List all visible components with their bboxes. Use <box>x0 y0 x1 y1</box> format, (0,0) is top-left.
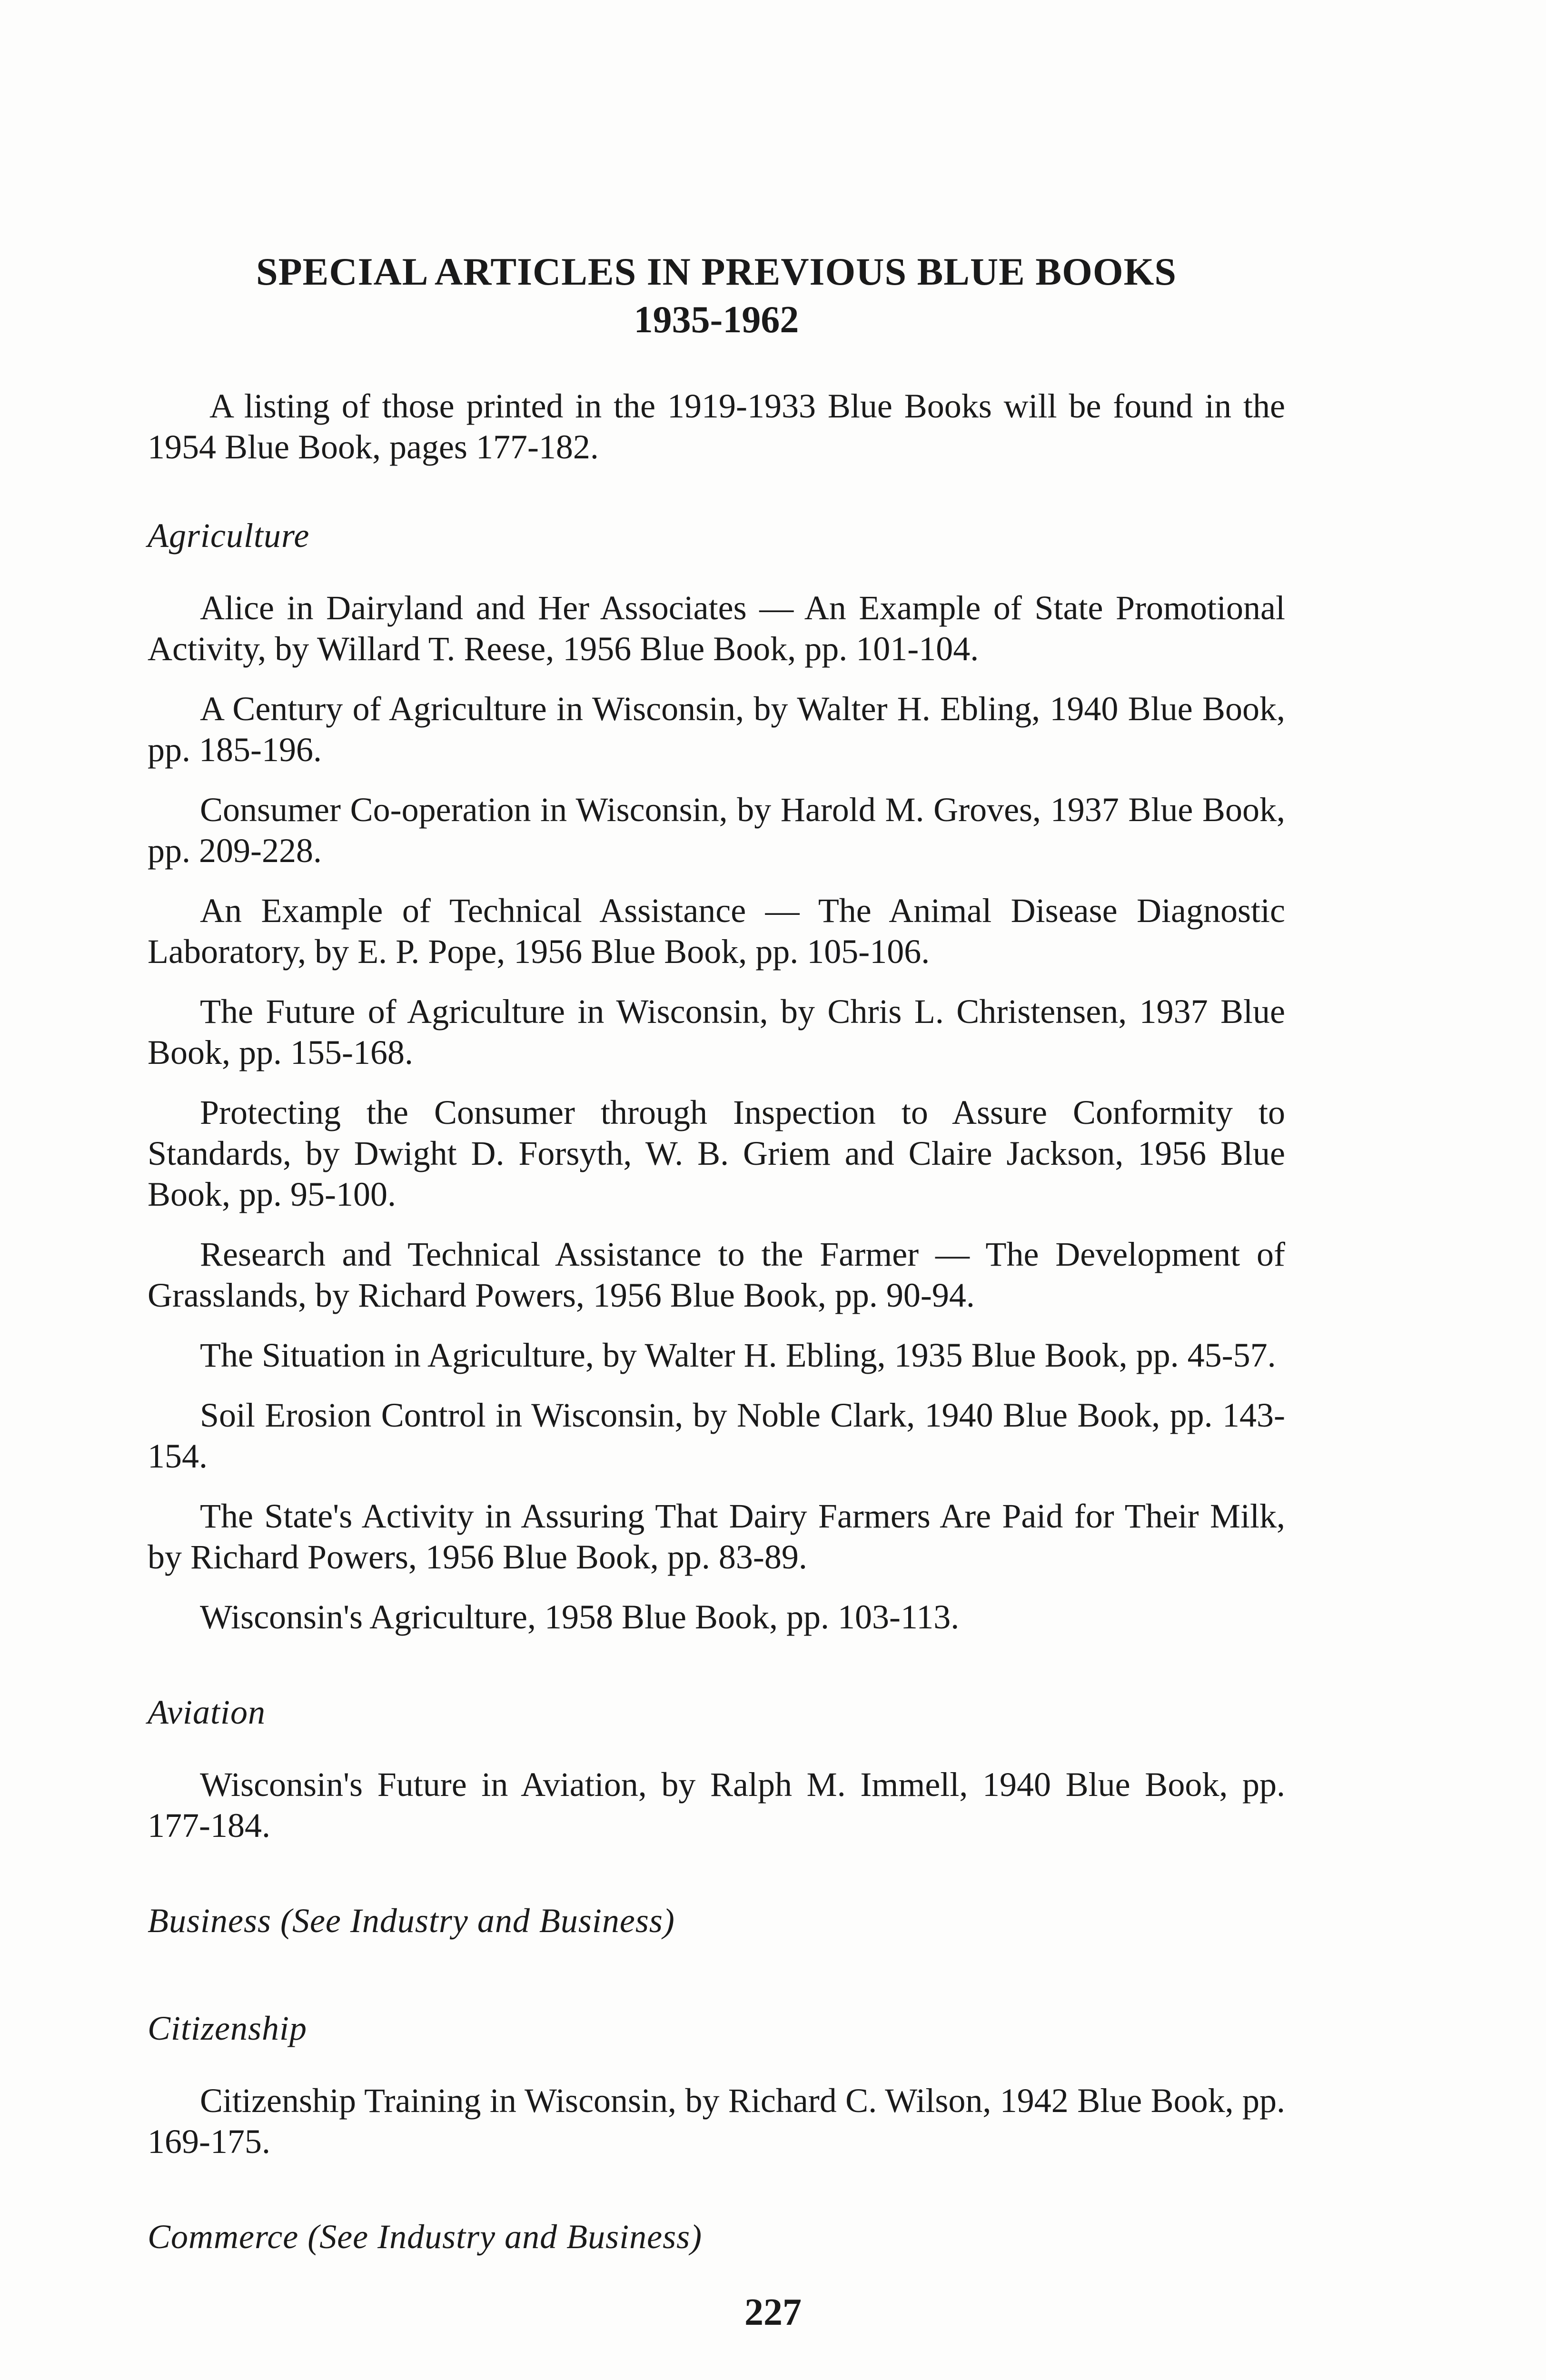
section-heading: Agriculture <box>148 516 310 555</box>
page-subtitle: 1935-1962 <box>634 299 799 341</box>
intro-paragraph: A listing of those printed in the 1919-1933 Blue Books will be found in the 1954 Blue Book, pages 177-182. <box>148 387 1285 466</box>
article-entry: A Century of Agriculture in Wisconsin, by Walter H. Ebling, 1940 Blue Book, pp. 185-196. <box>148 690 1285 769</box>
page-number: 227 <box>744 2291 802 2333</box>
section-aviation <box>148 1692 1285 1846</box>
article-entry: Research and Technical Assistance to the Farmer — The Development of Grasslands, by Richard Powers, 1956 Blue Book, pp. 90-94. <box>148 1235 1285 1314</box>
section-business <box>148 1900 1285 1941</box>
section-spacer <box>148 1865 1285 1900</box>
section-spacer <box>148 1656 1285 1692</box>
article-entry: The Situation in Agriculture, by Walter H. Ebling, 1935 Blue Book, pp. 45-57. <box>200 1336 1276 1374</box>
page-title: SPECIAL ARTICLES IN PREVIOUS BLUE BOOKS <box>256 250 1177 293</box>
section-spacer <box>148 1973 1285 2008</box>
article-entry: An Example of Technical Assistance — The Animal Disease Diagnostic Laboratory, by E. P. Pope, 1956 Blue Book, pp. 105-106. <box>148 892 1285 971</box>
section-agriculture <box>148 515 1285 1637</box>
article-entry: The Future of Agriculture in Wisconsin, by Chris L. Christensen, 1937 Blue Book, pp. 155-168. <box>148 992 1285 1071</box>
section-commerce <box>148 2216 1285 2257</box>
article-entry: Protecting the Consumer through Inspection to Assure Conformity to Standards, by Dwight D. Forsyth, W. B. Griem and Claire Jackson, 1956 Blue Book, pp. 95-100. <box>148 1093 1285 1213</box>
article-entry: Alice in Dairyland and Her Associates — An Example of State Promotional Activity, by Willard T. Reese, 1956 Blue Book, pp. 101-104. <box>148 589 1285 668</box>
article-entry: Citizenship Training in Wisconsin, by Richard C. Wilson, 1942 Blue Book, pp. 169-175. <box>148 2082 1285 2161</box>
section-heading: Citizenship <box>148 2009 307 2047</box>
section-spacer <box>148 2181 1285 2216</box>
section-heading: Commerce (See Industry and Business) <box>148 2218 703 2256</box>
article-entry: Wisconsin's Future in Aviation, by Ralph M. Immell, 1940 Blue Book, pp. 177-184. <box>148 1765 1285 1844</box>
article-entry: Wisconsin's Agriculture, 1958 Blue Book, pp. 103-113. <box>200 1598 960 1636</box>
article-entry: Soil Erosion Control in Wisconsin, by Noble Clark, 1940 Blue Book, pp. 143-154. <box>148 1396 1285 1475</box>
article-entry: Consumer Co-operation in Wisconsin, by Harold M. Groves, 1937 Blue Book, pp. 209-228. <box>148 791 1285 870</box>
article-entry: The State's Activity in Assuring That Dairy Farmers Are Paid for Their Milk, by Richard Powers, 1956 Blue Book, pp. 83-89. <box>148 1497 1285 1576</box>
section-citizenship <box>148 2008 1285 2162</box>
section-heading: Aviation <box>148 1693 266 1731</box>
page-content <box>148 248 1285 2289</box>
section-heading: Business (See Industry and Business) <box>148 1902 675 1940</box>
